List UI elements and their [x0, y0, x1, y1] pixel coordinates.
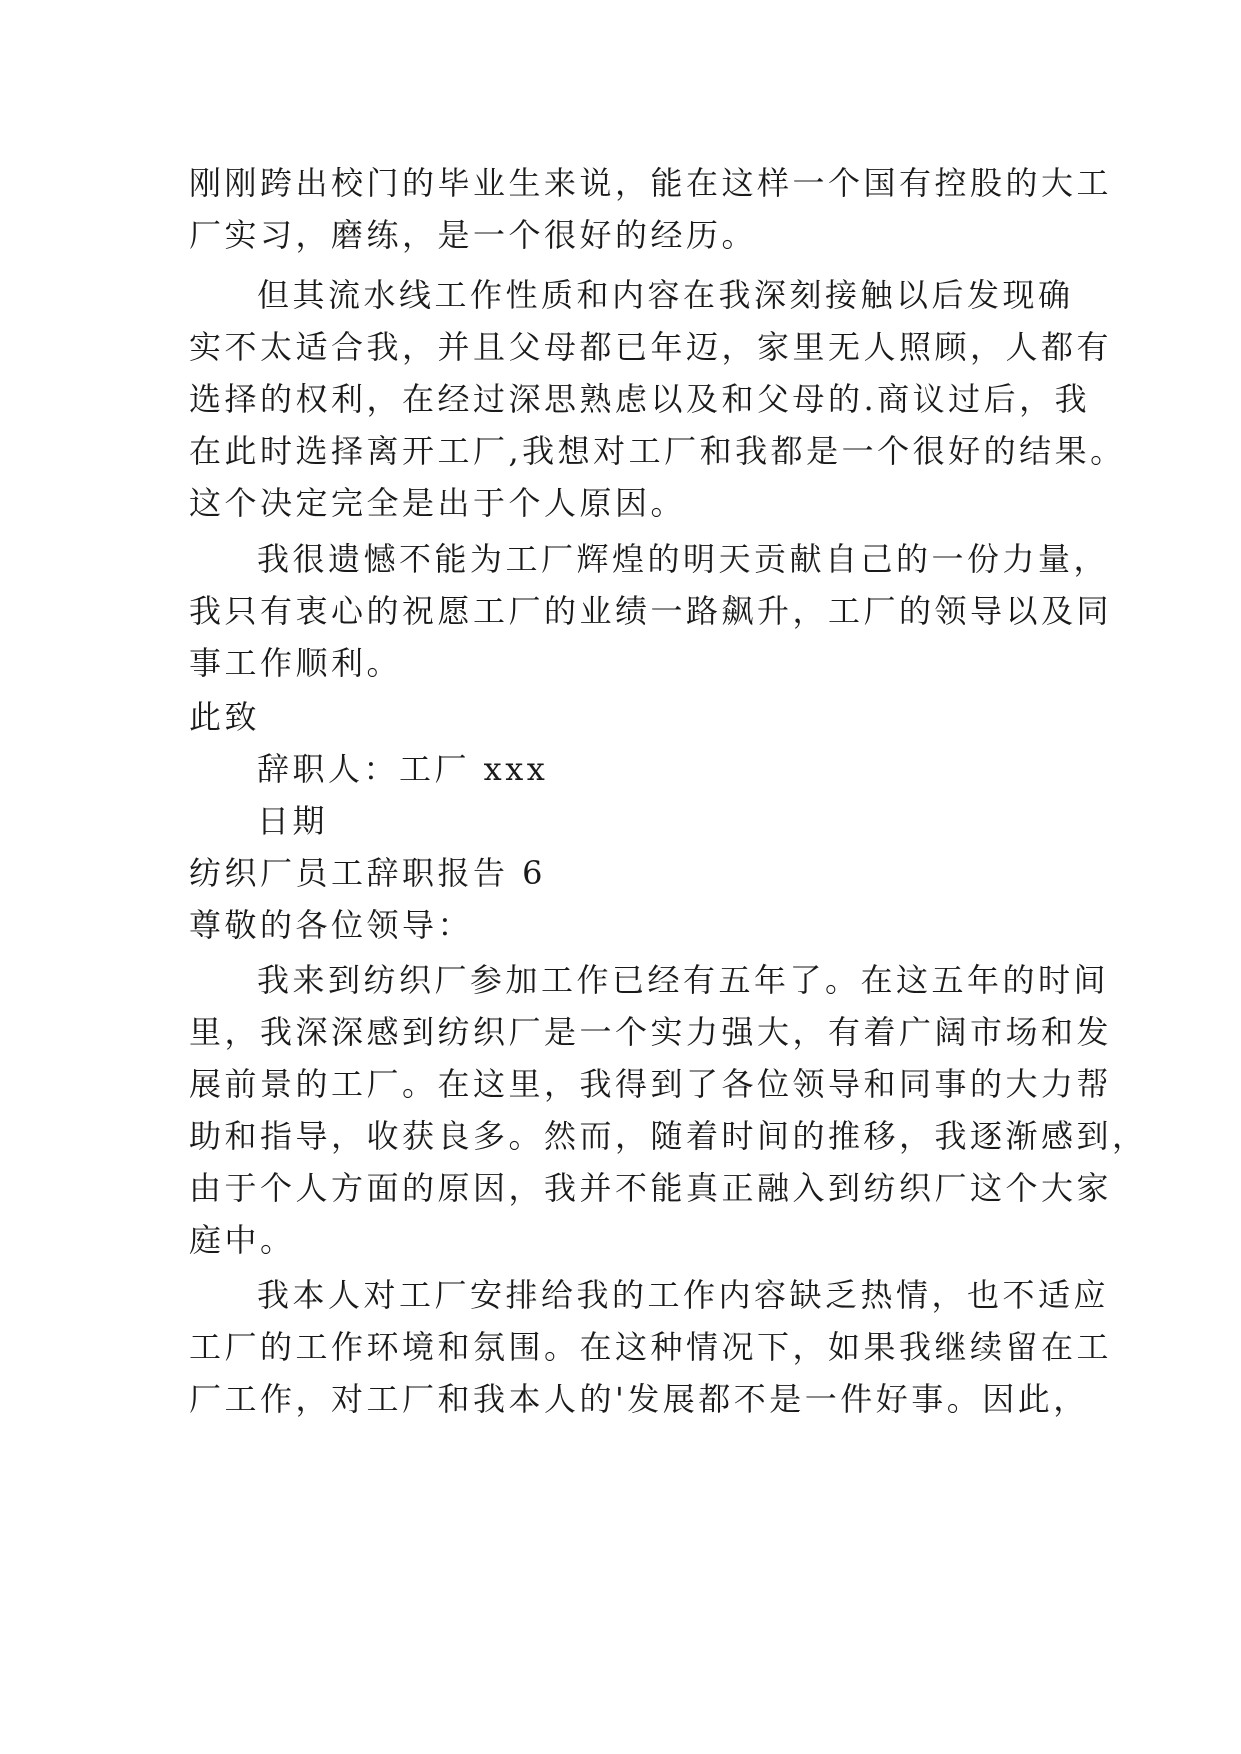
- text-line: 里，我深深感到纺织厂是一个实力强大，有着广阔市场和发: [189, 1013, 1113, 1051]
- paragraph-start: 我来到纺织厂参加工作已经有五年了。在这五年的时间: [257, 961, 1110, 999]
- text-line: 助和指导，收获良多。然而，随着时间的推移，我逐渐感到，: [189, 1117, 1148, 1155]
- text-line: 由于个人方面的原因，我并不能真正融入到纺织厂这个大家: [189, 1169, 1113, 1207]
- salutation: 尊敬的各位领导：: [189, 906, 474, 944]
- text-line: 厂工作，对工厂和我本人的'发展都不是一件好事。因此，: [189, 1380, 1089, 1418]
- text-line: 在此时选择离开工厂,我想对工厂和我都是一个很好的结果。: [189, 432, 1126, 470]
- text-line: 这个决定完全是出于个人原因。: [189, 484, 687, 522]
- text-line: 我只有衷心的祝愿工厂的业绩一路飙升，工厂的领导以及同: [189, 592, 1113, 630]
- text-line: 庭中。: [189, 1221, 296, 1259]
- text-line: 工厂的工作环境和氛围。在这种情况下，如果我继续留在工: [189, 1328, 1113, 1366]
- signature-line: 辞职人：工厂 xxx: [257, 750, 549, 788]
- text-line: 选择的权利，在经过深思熟虑以及和父母的.商议过后，我: [189, 380, 1091, 418]
- text-line: 刚刚跨出校门的毕业生来说，能在这样一个国有控股的大工: [189, 164, 1113, 202]
- paragraph-start: 我很遗憾不能为工厂辉煌的明天贡献自己的一份力量，: [257, 540, 1110, 578]
- text-line: 厂实习，磨练，是一个很好的经历。: [189, 216, 758, 254]
- text-line: 实不太适合我，并且父母都已年迈，家里无人照顾，人都有: [189, 328, 1113, 366]
- paragraph-start: 我本人对工厂安排给我的工作内容缺乏热情，也不适应: [257, 1276, 1110, 1314]
- text-line: 展前景的工厂。在这里，我得到了各位领导和同事的大力帮: [189, 1065, 1113, 1103]
- paragraph-start: 但其流水线工作性质和内容在我深刻接触以后发现确: [257, 276, 1074, 314]
- closing-salutation: 此致: [189, 698, 261, 736]
- date-line: 日期: [257, 802, 329, 840]
- section-title: 纺织厂员工辞职报告 6: [189, 854, 547, 892]
- text-line: 事工作顺利。: [189, 644, 403, 682]
